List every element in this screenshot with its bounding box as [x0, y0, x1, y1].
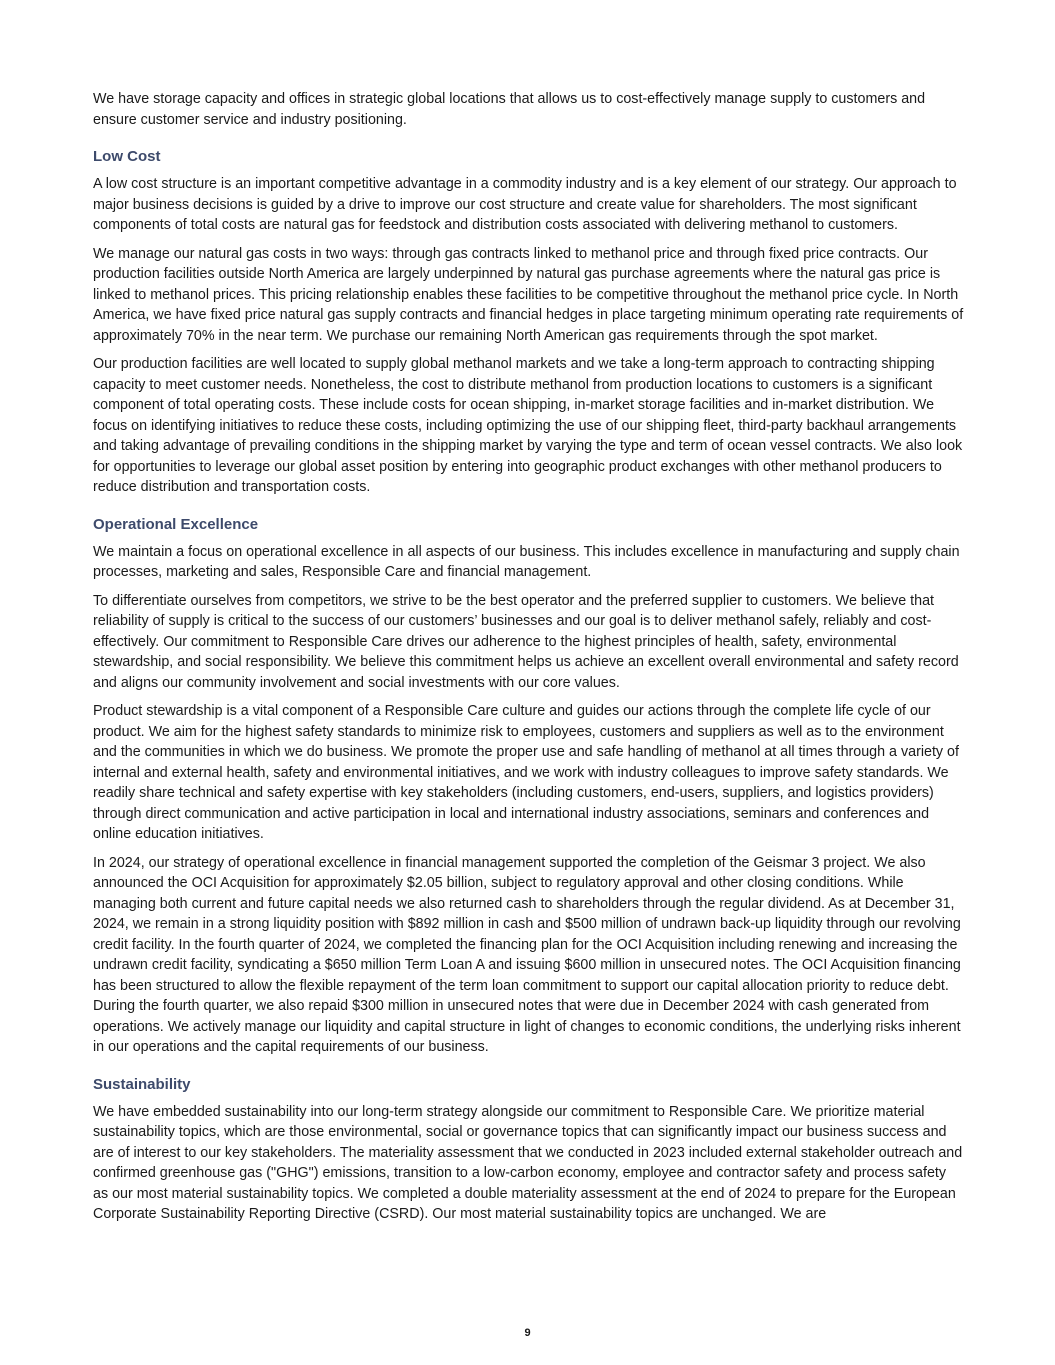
paragraph: Product stewardship is a vital component of a Responsible Care culture and guides our actions through the complete life cycle of our product. We aim for the highest safety standards to minimize risk to employees, customers and suppliers as well as to the environment and the communities in which we do business. We promote the proper use and safe handling of methanol at all times through a variety of internal and external health, safety and environmental initiatives, and we work with industry colleagues to improve safety standards. We readily share technical and safety expertise with key stakeholders (including customers, end-users, suppliers, and logistics providers) through direct communication and active participation in local and international industry associations, seminars and conferences and online education initiatives. [93, 703, 959, 842]
paragraph: We manage our natural gas costs in two ways: through gas contracts linked to methanol price and through fixed price contracts. Our production facilities outside North America are largely underpinned by natural gas purchase agreements where the natural gas price is linked to methanol prices. This pricing relationship enables these facilities to be competitive throughout the methanol price cycle. In North America, we have fixed price natural gas supply contracts and financial hedges in place targeting minimum operating rate requirements of approximately 70% in the near term. We purchase our remaining North American gas requirements through the spot market. [93, 245, 964, 344]
document-body [93, 89, 965, 1233]
section-heading-operational-excellence: Operational Excellence [93, 515, 259, 533]
paragraph: A low cost structure is an important competitive advantage in a commodity industry and is a key element of our strategy. Our approach to major business decisions is guided by a drive to improve our cost structure and create value for shareholders. The most significant components of total costs are natural gas for feedstock and distribution costs associated with delivering methanol to customers. [93, 176, 957, 233]
section-heading-sustainability: Sustainability [93, 1075, 191, 1093]
section-heading-low-cost: Low Cost [93, 148, 161, 165]
paragraph: We maintain a focus on operational excellence in all aspects of our business. This includes excellence in manufacturing and supply chain processes, marketing and sales, Responsible Care and financial management. [93, 543, 960, 580]
paragraph: We have embedded sustainability into our long-term strategy alongside our commitment to Responsible Care. We prioritize material sustainability topics, which are those environmental, social or governance topics that can significantly impact our business success and are of interest to our key stakeholders. The materiality assessment that we conducted in 2023 included external stakeholder outreach and confirmed greenhouse gas ("GHG") emissions, transition to a low-carbon economy, employee and contractor safety and process safety as our most material sustainability topics. We completed a double materiality assessment at the end of 2024 to prepare for the European Corporate Sustainability Reporting Directive (CSRD). Our most material sustainability topics are unchanged. We are [93, 1103, 963, 1222]
paragraph: To differentiate ourselves from competitors, we strive to be the best operator and the preferred supplier to customers. We believe that reliability of supply is critical to the success of our customers’ businesses and our goal is to deliver methanol safely, reliably and cost-effectively. Our commitment to Responsible Care drives our adherence to the highest principles of health, safety, environmental stewardship, and social responsibility. We believe this commitment helps us achieve an excellent overall environmental and safety record and aligns our community involvement and social investments with our core values. [93, 592, 959, 691]
section-operational-excellence [93, 515, 965, 1058]
section-low-cost [93, 147, 965, 498]
page-number: 9 [524, 1327, 531, 1339]
paragraph: Our production facilities are well located to supply global methanol markets and we take a long-term approach to contracting shipping capacity to meet customer needs. Nonetheless, the cost to distribute methanol from production locations to customers is a significant component of total operating costs. These include costs for ocean shipping, in-market storage facilities and in-market distribution. We focus on identifying initiatives to reduce these costs, including optimizing the use of our shipping fleet, third-party backhaul arrangements and taking advantage of prevailing conditions in the shipping market by varying the type and term of ocean vessel contracts. We also look for opportunities to leverage our global asset position by entering into geographic product exchanges with other methanol producers to reduce distribution and transportation costs. [93, 356, 963, 495]
intro-paragraph: We have storage capacity and offices in strategic global locations that allows us to cost-effectively manage supply to customers and ensure customer service and industry positioning. [93, 91, 926, 128]
paragraph: In 2024, our strategy of operational excellence in financial management supported the completion of the Geismar 3 project. We also announced the OCI Acquisition for approximately $2.05 billion, subject to regulatory approval and other closing conditions. While managing both current and future capital needs we also returned cash to shareholders through the regular dividend. As at December 31, 2024, we remain in a strong liquidity position with $892 million in cash and $500 million of undrawn back-up liquidity through our revolving credit facility. In the fourth quarter of 2024, we completed the financing plan for the OCI Acquisition including renewing and increasing the undrawn credit facility, syndicating a $650 million Term Loan A and issuing $600 million in unsecured notes. The OCI Acquisition financing has been structured to allow the flexible repayment of the term loan commitment to support our capital allocation priority to reduce debt. During the fourth quarter, we also repaid $300 million in unsecured notes that were due in December 2024 with cash generated from operations. We actively manage our liquidity and capital structure in light of changes to economic conditions, the underlying risks inherent in our operations and the capital requirements of our business. [93, 854, 961, 1055]
section-sustainability [93, 1075, 965, 1225]
